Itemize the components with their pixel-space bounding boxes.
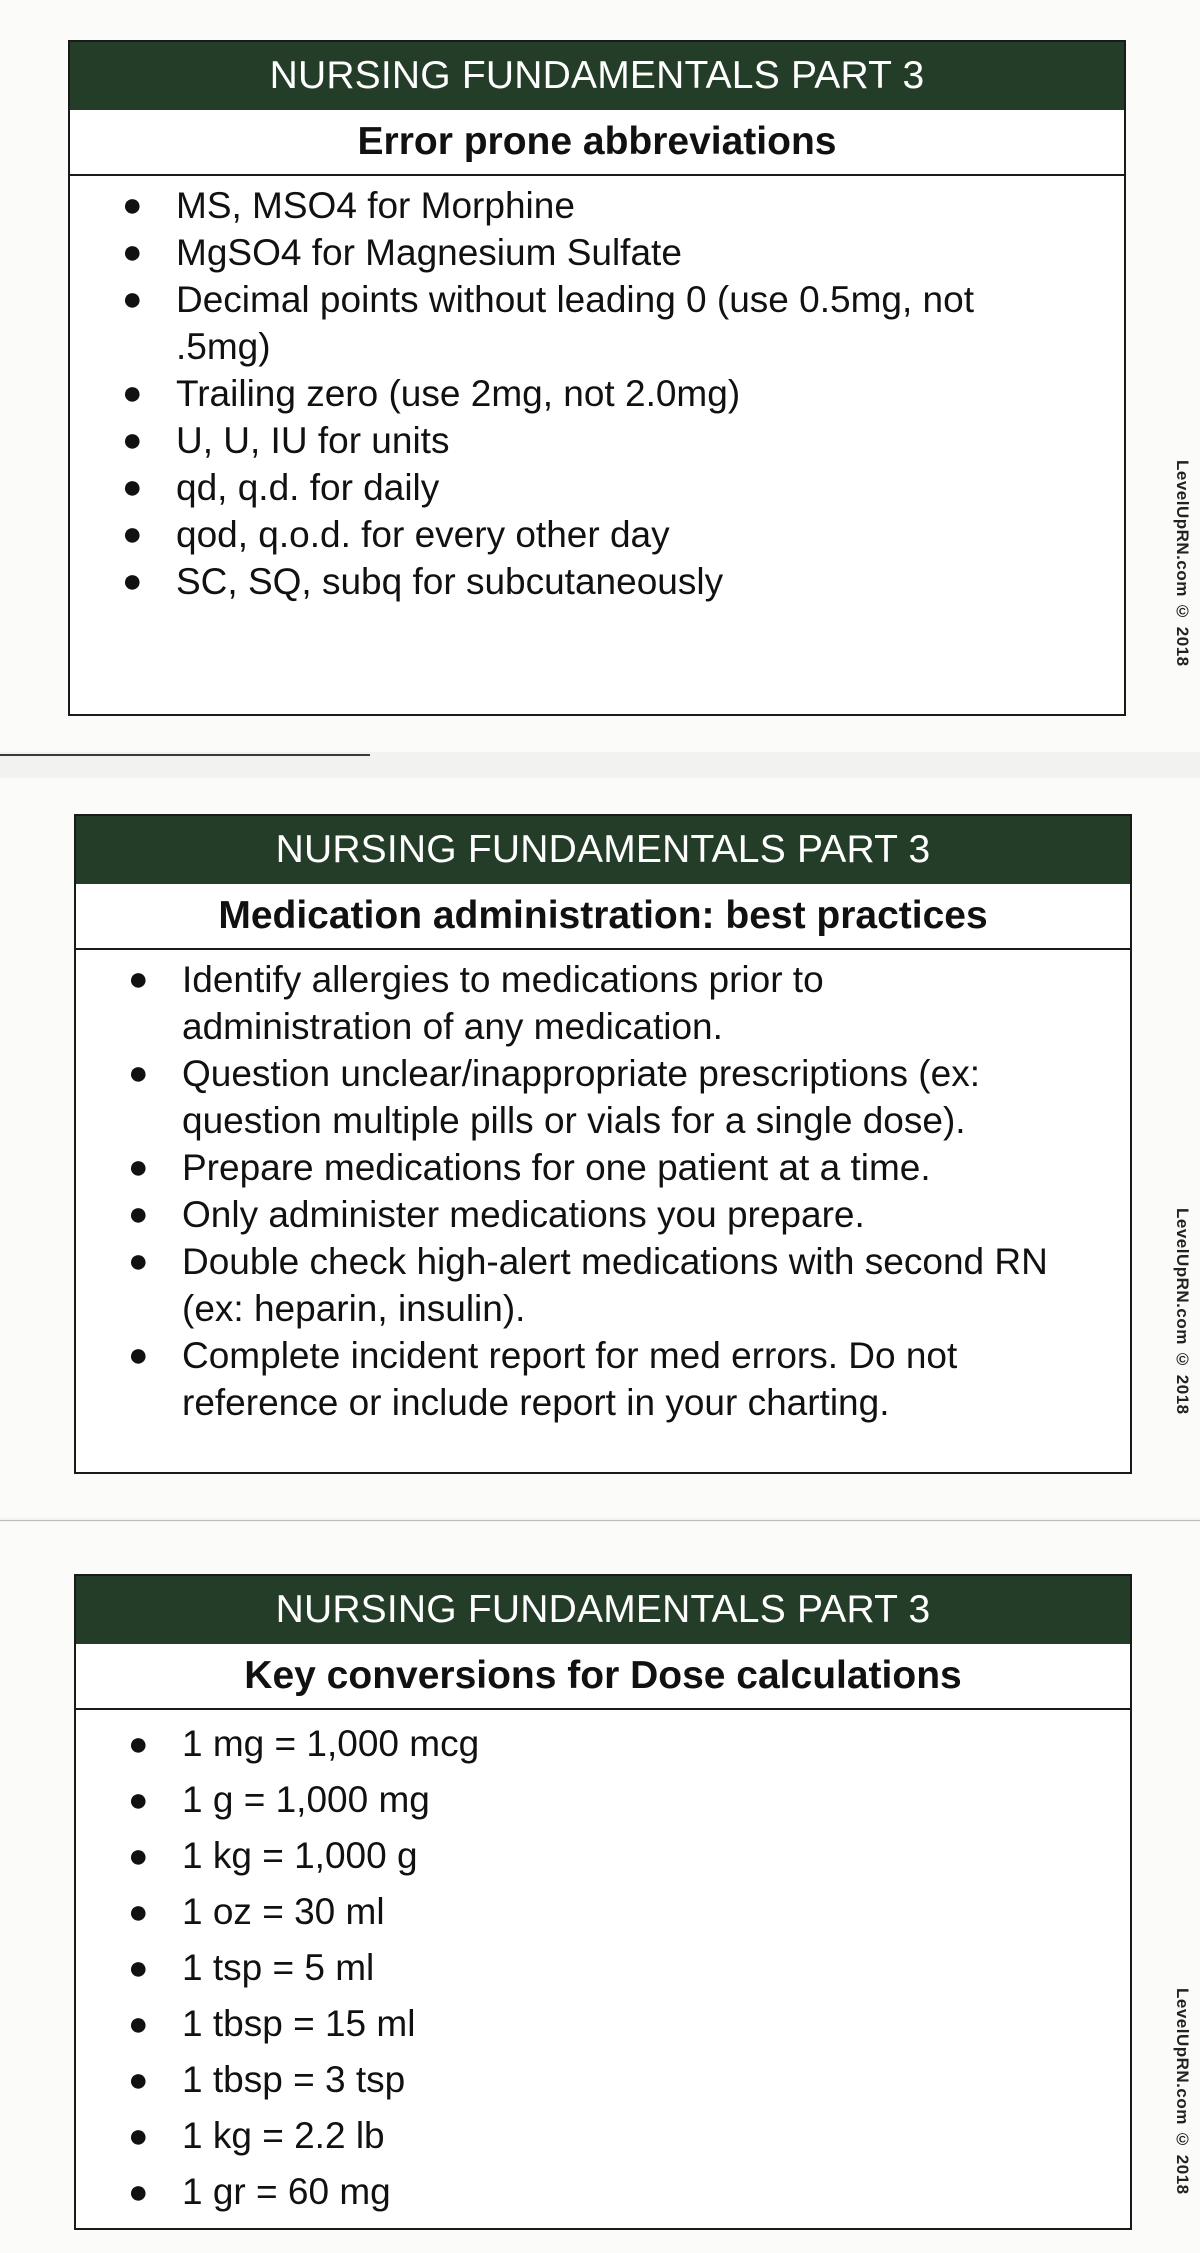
bullet-icon: ● [122, 280, 143, 318]
list-item: ● 1 mg = 1,000 mcg [76, 1716, 1130, 1772]
bullet-icon: ● [122, 374, 143, 412]
card-divider [0, 754, 370, 756]
bullet-icon: ● [122, 186, 143, 224]
list-item: ● qod, q.o.d. for every other day [70, 511, 1124, 558]
list-item: ● 1 oz = 30 ml [76, 1884, 1130, 1940]
flashcard-sheet-2 [0, 778, 1200, 1518]
bullet-icon: ● [122, 468, 143, 506]
flashcard-sheet-3 [0, 1522, 1200, 2253]
list-item: ● 1 kg = 1,000 g [76, 1828, 1130, 1884]
card-subtitle: Error prone abbreviations [70, 110, 1124, 176]
flashcard-key-conversions [74, 1574, 1132, 2230]
bullet-list [76, 950, 1130, 1426]
list-item: ● MgSO4 for Magnesium Sulfate [70, 229, 1124, 276]
flashcard-medication-administration [74, 814, 1132, 1474]
card-header-band: NURSING FUNDAMENTALS PART 3 [76, 816, 1130, 884]
list-item: ● Trailing zero (use 2mg, not 2.0mg) [70, 370, 1124, 417]
copyright-watermark: LevelUpRN.com © 2018 [1173, 1208, 1192, 1415]
bullet-icon: ● [128, 1893, 149, 1931]
list-item: ● 1 g = 1,000 mg [76, 1772, 1130, 1828]
flashcard-sheet-1 [0, 0, 1200, 752]
copyright-watermark: LevelUpRN.com © 2018 [1173, 460, 1192, 667]
bullet-icon: ● [122, 233, 143, 271]
list-item: ● Only administer medications you prepare. [76, 1191, 1130, 1238]
bullet-icon: ● [128, 2005, 149, 2043]
bullet-icon: ● [128, 1148, 149, 1186]
copyright-watermark: LevelUpRN.com © 2018 [1173, 1988, 1192, 2195]
bullet-icon: ● [128, 1054, 149, 1092]
list-item: ● SC, SQ, subq for subcutaneously [70, 558, 1124, 605]
card-subtitle: Key conversions for Dose calculations [76, 1644, 1130, 1710]
bullet-list [70, 176, 1124, 605]
list-item: ● Identify allergies to medications prior to administration of any medication. [76, 956, 1130, 1050]
bullet-icon: ● [128, 2117, 149, 2155]
bullet-icon: ● [128, 1725, 149, 1763]
list-item: ● 1 gr = 60 mg [76, 2164, 1130, 2220]
bullet-icon: ● [128, 1195, 149, 1233]
bullet-icon: ● [122, 421, 143, 459]
list-item: ● 1 tsp = 5 ml [76, 1940, 1130, 1996]
list-item: ● 1 tbsp = 15 ml [76, 1996, 1130, 2052]
list-item: ● Prepare medications for one patient at a time. [76, 1144, 1130, 1191]
card-header-band: NURSING FUNDAMENTALS PART 3 [76, 1576, 1130, 1644]
bullet-icon: ● [122, 562, 143, 600]
list-item: ● 1 tbsp = 3 tsp [76, 2052, 1130, 2108]
list-item: ● MS, MSO4 for Morphine [70, 182, 1124, 229]
list-item: ● Double check high-alert medications with second RN (ex: heparin, insulin). [76, 1238, 1130, 1332]
card-header-band: NURSING FUNDAMENTALS PART 3 [70, 42, 1124, 110]
card-subtitle: Medication administration: best practices [76, 884, 1130, 950]
list-item: ● Complete incident report for med errors. Do not reference or include report in your charting. [76, 1332, 1130, 1426]
list-item: ● Decimal points without leading 0 (use 0.5mg, not .5mg) [70, 276, 1124, 370]
bullet-icon: ● [128, 2061, 149, 2099]
bullet-icon: ● [128, 1781, 149, 1819]
bullet-icon: ● [128, 2173, 149, 2211]
bullet-icon: ● [128, 1242, 149, 1280]
bullet-icon: ● [128, 1837, 149, 1875]
bullet-icon: ● [122, 515, 143, 553]
bullet-icon: ● [128, 1336, 149, 1374]
list-item: ● Question unclear/inappropriate prescriptions (ex: question multiple pills or vials for a single dose). [76, 1050, 1130, 1144]
card-divider [0, 1520, 1200, 1521]
bullet-list [76, 1710, 1130, 2220]
list-item: ● U, U, IU for units [70, 417, 1124, 464]
bullet-icon: ● [128, 1949, 149, 1987]
bullet-icon: ● [128, 960, 149, 998]
flashcard-error-prone-abbreviations [68, 40, 1126, 716]
list-item: ● 1 kg = 2.2 lb [76, 2108, 1130, 2164]
list-item: ● qd, q.d. for daily [70, 464, 1124, 511]
